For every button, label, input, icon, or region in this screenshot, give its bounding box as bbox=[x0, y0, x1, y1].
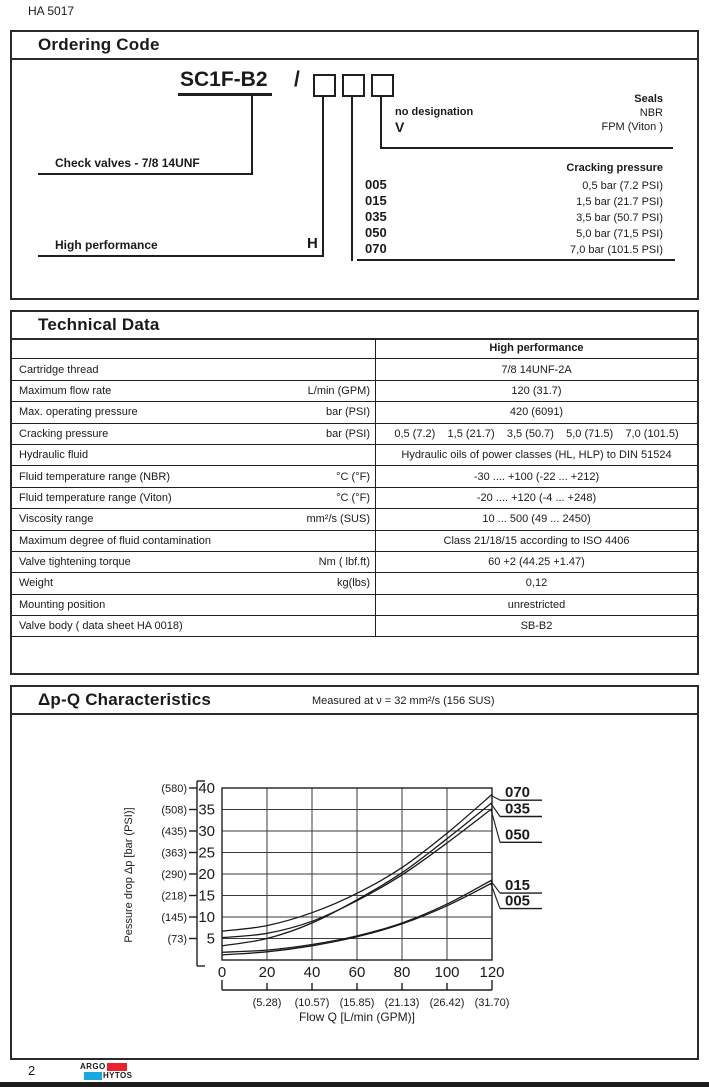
doc-number: HA 5017 bbox=[28, 4, 75, 18]
cracking-row-050 bbox=[365, 225, 663, 241]
table-row-label-cell bbox=[12, 488, 376, 508]
row-name: Cracking pressure bbox=[19, 427, 109, 440]
technical-data-title: Technical Data bbox=[38, 315, 160, 334]
dpq-title-bar bbox=[12, 687, 697, 715]
x-tick-gpm-label: (21.13) bbox=[384, 997, 420, 1009]
check-valves-underline bbox=[38, 173, 253, 175]
row-value: unrestricted bbox=[507, 598, 566, 611]
y-tick-label: 35 bbox=[198, 801, 215, 819]
ordering-box-3 bbox=[371, 74, 394, 97]
y-tick-psi-label: (363) bbox=[161, 847, 187, 860]
row-value: 420 (6091) bbox=[509, 406, 564, 419]
logo-argo-text: ARGO bbox=[80, 1061, 106, 1071]
cracking-rows bbox=[365, 177, 663, 257]
row-unit: L/min (GPM) bbox=[307, 384, 370, 397]
cracking-row-035 bbox=[365, 209, 663, 225]
table-row-label-cell bbox=[12, 616, 376, 636]
table-row bbox=[12, 402, 697, 423]
cracking-row-005 bbox=[365, 177, 663, 193]
row-name: Valve body ( data sheet HA 0018) bbox=[19, 620, 183, 633]
table-row bbox=[12, 488, 697, 509]
row-value: -30 .... +100 (-22 ... +212) bbox=[473, 470, 600, 483]
y-tick-psi-label: (290) bbox=[161, 869, 187, 881]
table-row bbox=[12, 424, 697, 445]
seals-no-designation-label: no designation bbox=[395, 106, 474, 118]
cracking-code: 070 bbox=[365, 241, 387, 256]
seals-fpm-value: FPM (Viton ) bbox=[601, 121, 663, 133]
x-axis-title: Flow Q [L/min (GPM)] bbox=[298, 1010, 416, 1024]
table-row bbox=[12, 595, 697, 616]
bottom-bar bbox=[0, 1082, 709, 1087]
row-unit: kg(lbs) bbox=[336, 577, 370, 590]
table-row-label-cell bbox=[12, 381, 376, 401]
cracking-code: 050 bbox=[365, 225, 387, 240]
x-tick-label: 120 bbox=[479, 964, 505, 981]
cracking-row-015 bbox=[365, 193, 663, 209]
curve-label-015: 015 bbox=[505, 877, 531, 895]
y-tick-psi-label: (218) bbox=[161, 890, 187, 903]
cracking-heading: Cracking pressure bbox=[566, 162, 663, 174]
row-unit: °C (°F) bbox=[336, 491, 370, 504]
y-tick-psi-label: (145) bbox=[161, 912, 187, 924]
y-tick-label: 25 bbox=[198, 844, 215, 862]
row-value: 60 +2 (44.25 +1.47) bbox=[488, 556, 585, 569]
table-row bbox=[12, 338, 697, 359]
y-axis-title: Pessure drop Δp [bar (PSI)] bbox=[123, 807, 135, 943]
row-value: Class 21/18/15 according to ISO 4406 bbox=[443, 534, 630, 547]
row-name: Fluid temperature range (NBR) bbox=[19, 470, 171, 483]
x-tick-gpm-label: (5.28) bbox=[252, 997, 282, 1009]
row-value: 120 (31.7) bbox=[511, 384, 562, 397]
dpq-chart bbox=[12, 715, 695, 1055]
row-name: Valve tightening torque bbox=[19, 556, 131, 569]
seals-v-label: V bbox=[395, 119, 405, 135]
x-tick-label: 60 bbox=[348, 964, 366, 981]
x-tick-label: 100 bbox=[434, 964, 460, 981]
row-value: 0,12 bbox=[525, 577, 548, 590]
cracking-code: 035 bbox=[365, 209, 387, 224]
y-tick-label: 15 bbox=[198, 887, 215, 905]
technical-table bbox=[12, 338, 697, 637]
seals-underline bbox=[380, 147, 673, 149]
row-value: Hydraulic oils of power classes (HL, HLP) to DIN 51524 bbox=[401, 449, 672, 462]
table-row bbox=[12, 359, 697, 380]
dpq-title: Δp-Q Characteristics bbox=[38, 690, 212, 709]
y-tick-psi-label: (508) bbox=[161, 804, 187, 817]
x-tick-label: 0 bbox=[217, 964, 227, 981]
row-value: 0,5 (7.2) 1,5 (21.7) 3,5 (50.7) 5,0 (71.5) 7,0 (101.5) bbox=[394, 427, 679, 440]
y-tick-label: 20 bbox=[198, 866, 215, 883]
x-tick-label: 20 bbox=[258, 964, 276, 981]
table-row-label-cell bbox=[12, 595, 376, 615]
dpq-section bbox=[10, 685, 699, 1060]
ordering-code-section bbox=[10, 30, 699, 300]
table-row bbox=[12, 616, 697, 637]
x-tick-label: 40 bbox=[303, 964, 321, 981]
y-tick-label: 10 bbox=[198, 909, 215, 926]
table-row bbox=[12, 552, 697, 573]
curve-label-035: 035 bbox=[505, 800, 531, 818]
row-value: 7/8 14UNF-2A bbox=[501, 363, 572, 376]
y-tick-psi-label: (580) bbox=[161, 783, 187, 795]
logo-hytos-text: HYTOS bbox=[103, 1070, 133, 1080]
ordering-code-slash: / bbox=[294, 68, 300, 91]
check-valves-label: Check valves - 7/8 14UNF bbox=[55, 156, 200, 170]
row-name: Mounting position bbox=[19, 598, 106, 611]
cracking-row-070 bbox=[365, 241, 663, 257]
stem-code bbox=[251, 95, 253, 175]
x-tick-label: 80 bbox=[393, 964, 411, 981]
table-row bbox=[12, 573, 697, 594]
cracking-code: 015 bbox=[365, 193, 387, 208]
y-tick-label: 40 bbox=[198, 780, 215, 797]
row-value: -20 .... +120 (-4 ... +248) bbox=[476, 491, 597, 504]
cracking-value: 5,0 bar (71,5 PSI) bbox=[576, 228, 663, 240]
high-performance-label: High performance bbox=[55, 238, 158, 252]
row-name: Max. operating pressure bbox=[19, 406, 138, 419]
row-value: SB-B2 bbox=[520, 620, 553, 633]
table-row bbox=[12, 381, 697, 402]
cracking-code: 005 bbox=[365, 177, 387, 192]
cracking-value: 1,5 bar (21.7 PSI) bbox=[576, 196, 663, 208]
table-row-label-cell bbox=[12, 445, 376, 465]
ordering-box-1 bbox=[313, 74, 336, 97]
ordering-code-title: Ordering Code bbox=[38, 35, 160, 54]
y-tick-psi-label: (435) bbox=[161, 826, 187, 838]
row-unit: °C (°F) bbox=[336, 470, 370, 483]
table-row bbox=[12, 531, 697, 552]
row-name: Maximum flow rate bbox=[19, 384, 112, 397]
technical-data-title-bar bbox=[12, 312, 697, 340]
row-name: Fluid temperature range (Viton) bbox=[19, 491, 172, 504]
row-unit: Nm ( lbf.ft) bbox=[318, 556, 370, 569]
x-tick-gpm-label: (15.85) bbox=[339, 997, 375, 1009]
table-row-label-cell bbox=[12, 531, 376, 551]
table-row bbox=[12, 445, 697, 466]
x-tick-gpm-label: (26.42) bbox=[429, 997, 465, 1009]
curve-label-005: 005 bbox=[505, 892, 531, 910]
row-value: 10 ... 500 (49 ... 2450) bbox=[482, 513, 591, 526]
table-row-label-cell bbox=[12, 509, 376, 529]
seals-nbr-value: NBR bbox=[639, 107, 663, 119]
stem-box1 bbox=[322, 95, 324, 257]
stem-box3 bbox=[380, 95, 382, 149]
table-row bbox=[12, 509, 697, 530]
y-tick-label: 30 bbox=[198, 823, 215, 840]
table-row-label-cell bbox=[12, 359, 376, 379]
curve-label-050: 050 bbox=[505, 826, 531, 844]
cracking-value: 3,5 bar (50.7 PSI) bbox=[576, 212, 663, 224]
y-tick-label: 5 bbox=[206, 930, 215, 948]
x-tick-gpm-label: (10.57) bbox=[294, 997, 330, 1009]
table-row-label-cell bbox=[12, 466, 376, 486]
row-name: Maximum degree of fluid contamination bbox=[19, 534, 211, 547]
seals-heading: Seals bbox=[634, 93, 663, 105]
seals-values-block bbox=[601, 92, 663, 134]
row-unit: bar (PSI) bbox=[325, 427, 370, 440]
x-tick-gpm-label: (31.70) bbox=[474, 997, 510, 1009]
row-name: Viscosity range bbox=[19, 513, 94, 526]
row-name: Hydraulic fluid bbox=[19, 449, 89, 462]
ordering-box-2 bbox=[342, 74, 365, 97]
table-row-label-cell bbox=[12, 402, 376, 422]
table-row-label-cell bbox=[12, 573, 376, 593]
logo-red-block bbox=[107, 1063, 127, 1071]
cracking-value: 7,0 bar (101.5 PSI) bbox=[570, 244, 663, 256]
high-performance-underline bbox=[38, 255, 324, 257]
technical-data-section bbox=[10, 310, 699, 675]
argo-hytos-logo bbox=[80, 1062, 132, 1080]
cracking-underline bbox=[357, 259, 675, 261]
row-name: Cartridge thread bbox=[19, 363, 99, 376]
row-name: Weight bbox=[19, 577, 54, 590]
row-value: High performance bbox=[489, 342, 584, 355]
page-number: 2 bbox=[28, 1063, 36, 1078]
high-performance-code: H bbox=[307, 235, 318, 252]
dpq-subtitle: Measured at ν = 32 mm²/s (156 SUS) bbox=[312, 695, 495, 707]
logo-cyan-block bbox=[84, 1072, 102, 1080]
row-unit: mm²/s (SUS) bbox=[306, 513, 370, 526]
ordering-code-title-bar bbox=[12, 32, 697, 60]
y-tick-psi-label: (73) bbox=[167, 933, 187, 946]
ordering-code-value: SC1F-B2 bbox=[178, 68, 272, 96]
table-row-label-cell bbox=[12, 338, 376, 358]
stem-box2 bbox=[351, 95, 353, 261]
table-row-label-cell bbox=[12, 424, 376, 444]
curve-label-070: 070 bbox=[505, 784, 531, 802]
table-row bbox=[12, 466, 697, 487]
row-unit: bar (PSI) bbox=[325, 406, 370, 419]
cracking-value: 0,5 bar (7.2 PSI) bbox=[582, 180, 663, 192]
table-row-label-cell bbox=[12, 552, 376, 572]
